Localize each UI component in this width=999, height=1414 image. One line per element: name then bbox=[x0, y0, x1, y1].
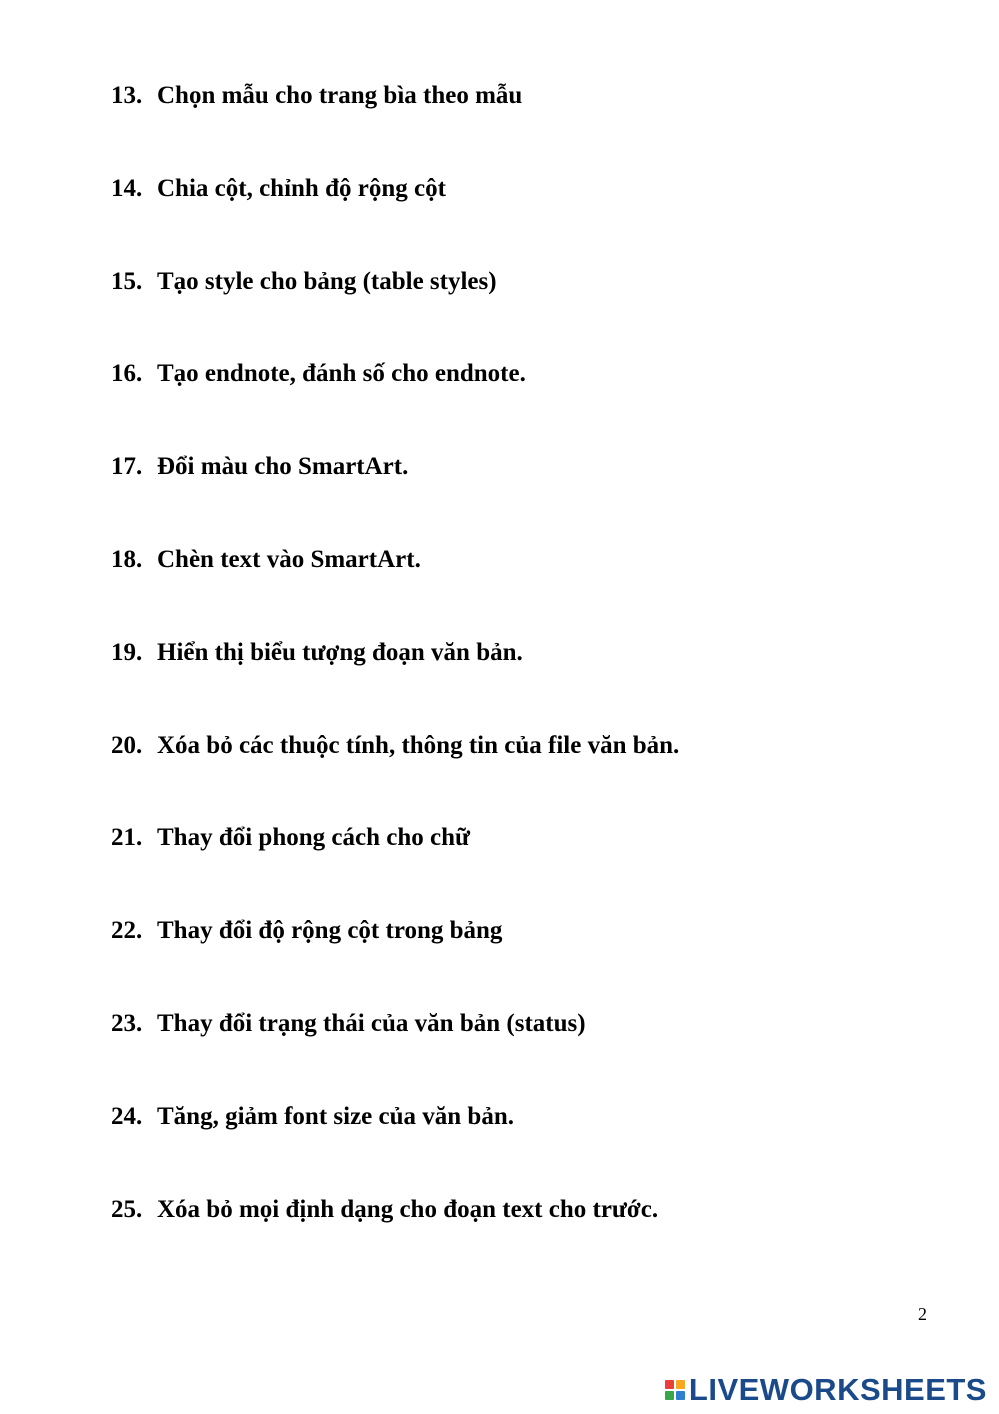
item-number: 24. bbox=[111, 1102, 143, 1130]
logo-square-green bbox=[665, 1391, 674, 1400]
list-item bbox=[111, 78, 679, 171]
logo-square-orange bbox=[676, 1380, 685, 1389]
logo-square-blue bbox=[676, 1391, 685, 1400]
list-item bbox=[111, 171, 679, 264]
item-number: 21. bbox=[111, 824, 143, 852]
question-list bbox=[111, 78, 679, 1284]
item-number: 15. bbox=[111, 267, 143, 295]
item-number: 18. bbox=[111, 545, 143, 573]
list-item bbox=[111, 356, 679, 449]
item-text: Chèn text vào SmartArt. bbox=[157, 545, 421, 573]
list-item bbox=[111, 1099, 679, 1192]
item-number: 25. bbox=[111, 1195, 143, 1223]
liveworksheets-brand[interactable] bbox=[665, 1372, 987, 1408]
item-number: 14. bbox=[111, 174, 143, 202]
item-number: 20. bbox=[111, 731, 143, 759]
list-item bbox=[111, 1006, 679, 1099]
item-text: Thay đổi trạng thái của văn bản (status) bbox=[157, 1009, 586, 1037]
item-text: Hiển thị biểu tượng đoạn văn bản. bbox=[157, 638, 523, 666]
item-text: Chọn mẫu cho trang bìa theo mẫu bbox=[157, 82, 523, 109]
item-number: 22. bbox=[111, 917, 143, 945]
item-number: 17. bbox=[111, 453, 143, 481]
list-item bbox=[111, 449, 679, 542]
list-item bbox=[111, 728, 679, 821]
list-item bbox=[111, 1192, 679, 1285]
list-item bbox=[111, 264, 679, 357]
item-text: Tăng, giảm font size của văn bản. bbox=[157, 1102, 514, 1130]
item-number: 13. bbox=[111, 82, 143, 109]
item-text: Thay đổi phong cách cho chữ bbox=[157, 824, 470, 852]
item-text: Xóa bỏ mọi định dạng cho đoạn text cho trước. bbox=[157, 1195, 659, 1223]
list-item bbox=[111, 542, 679, 635]
item-text: Tạo style cho bảng (table styles) bbox=[157, 267, 497, 295]
brand-name: LIVEWORKSHEETS bbox=[688, 1372, 987, 1407]
item-number: 16. bbox=[111, 360, 143, 388]
item-text: Chia cột, chỉnh độ rộng cột bbox=[157, 174, 446, 202]
item-text: Đổi màu cho SmartArt. bbox=[157, 453, 409, 481]
item-text: Tạo endnote, đánh số cho endnote. bbox=[157, 360, 526, 388]
item-number: 23. bbox=[111, 1009, 143, 1037]
page-number: 2 bbox=[918, 1304, 927, 1324]
item-text: Xóa bỏ các thuộc tính, thông tin của file văn bản. bbox=[157, 731, 680, 759]
list-item bbox=[111, 635, 679, 728]
list-item bbox=[111, 820, 679, 913]
liveworksheets-logo-icon bbox=[665, 1380, 685, 1400]
logo-square-red bbox=[665, 1380, 674, 1389]
list-item bbox=[111, 913, 679, 1006]
item-text: Thay đổi độ rộng cột trong bảng bbox=[157, 917, 503, 945]
item-number: 19. bbox=[111, 638, 143, 666]
